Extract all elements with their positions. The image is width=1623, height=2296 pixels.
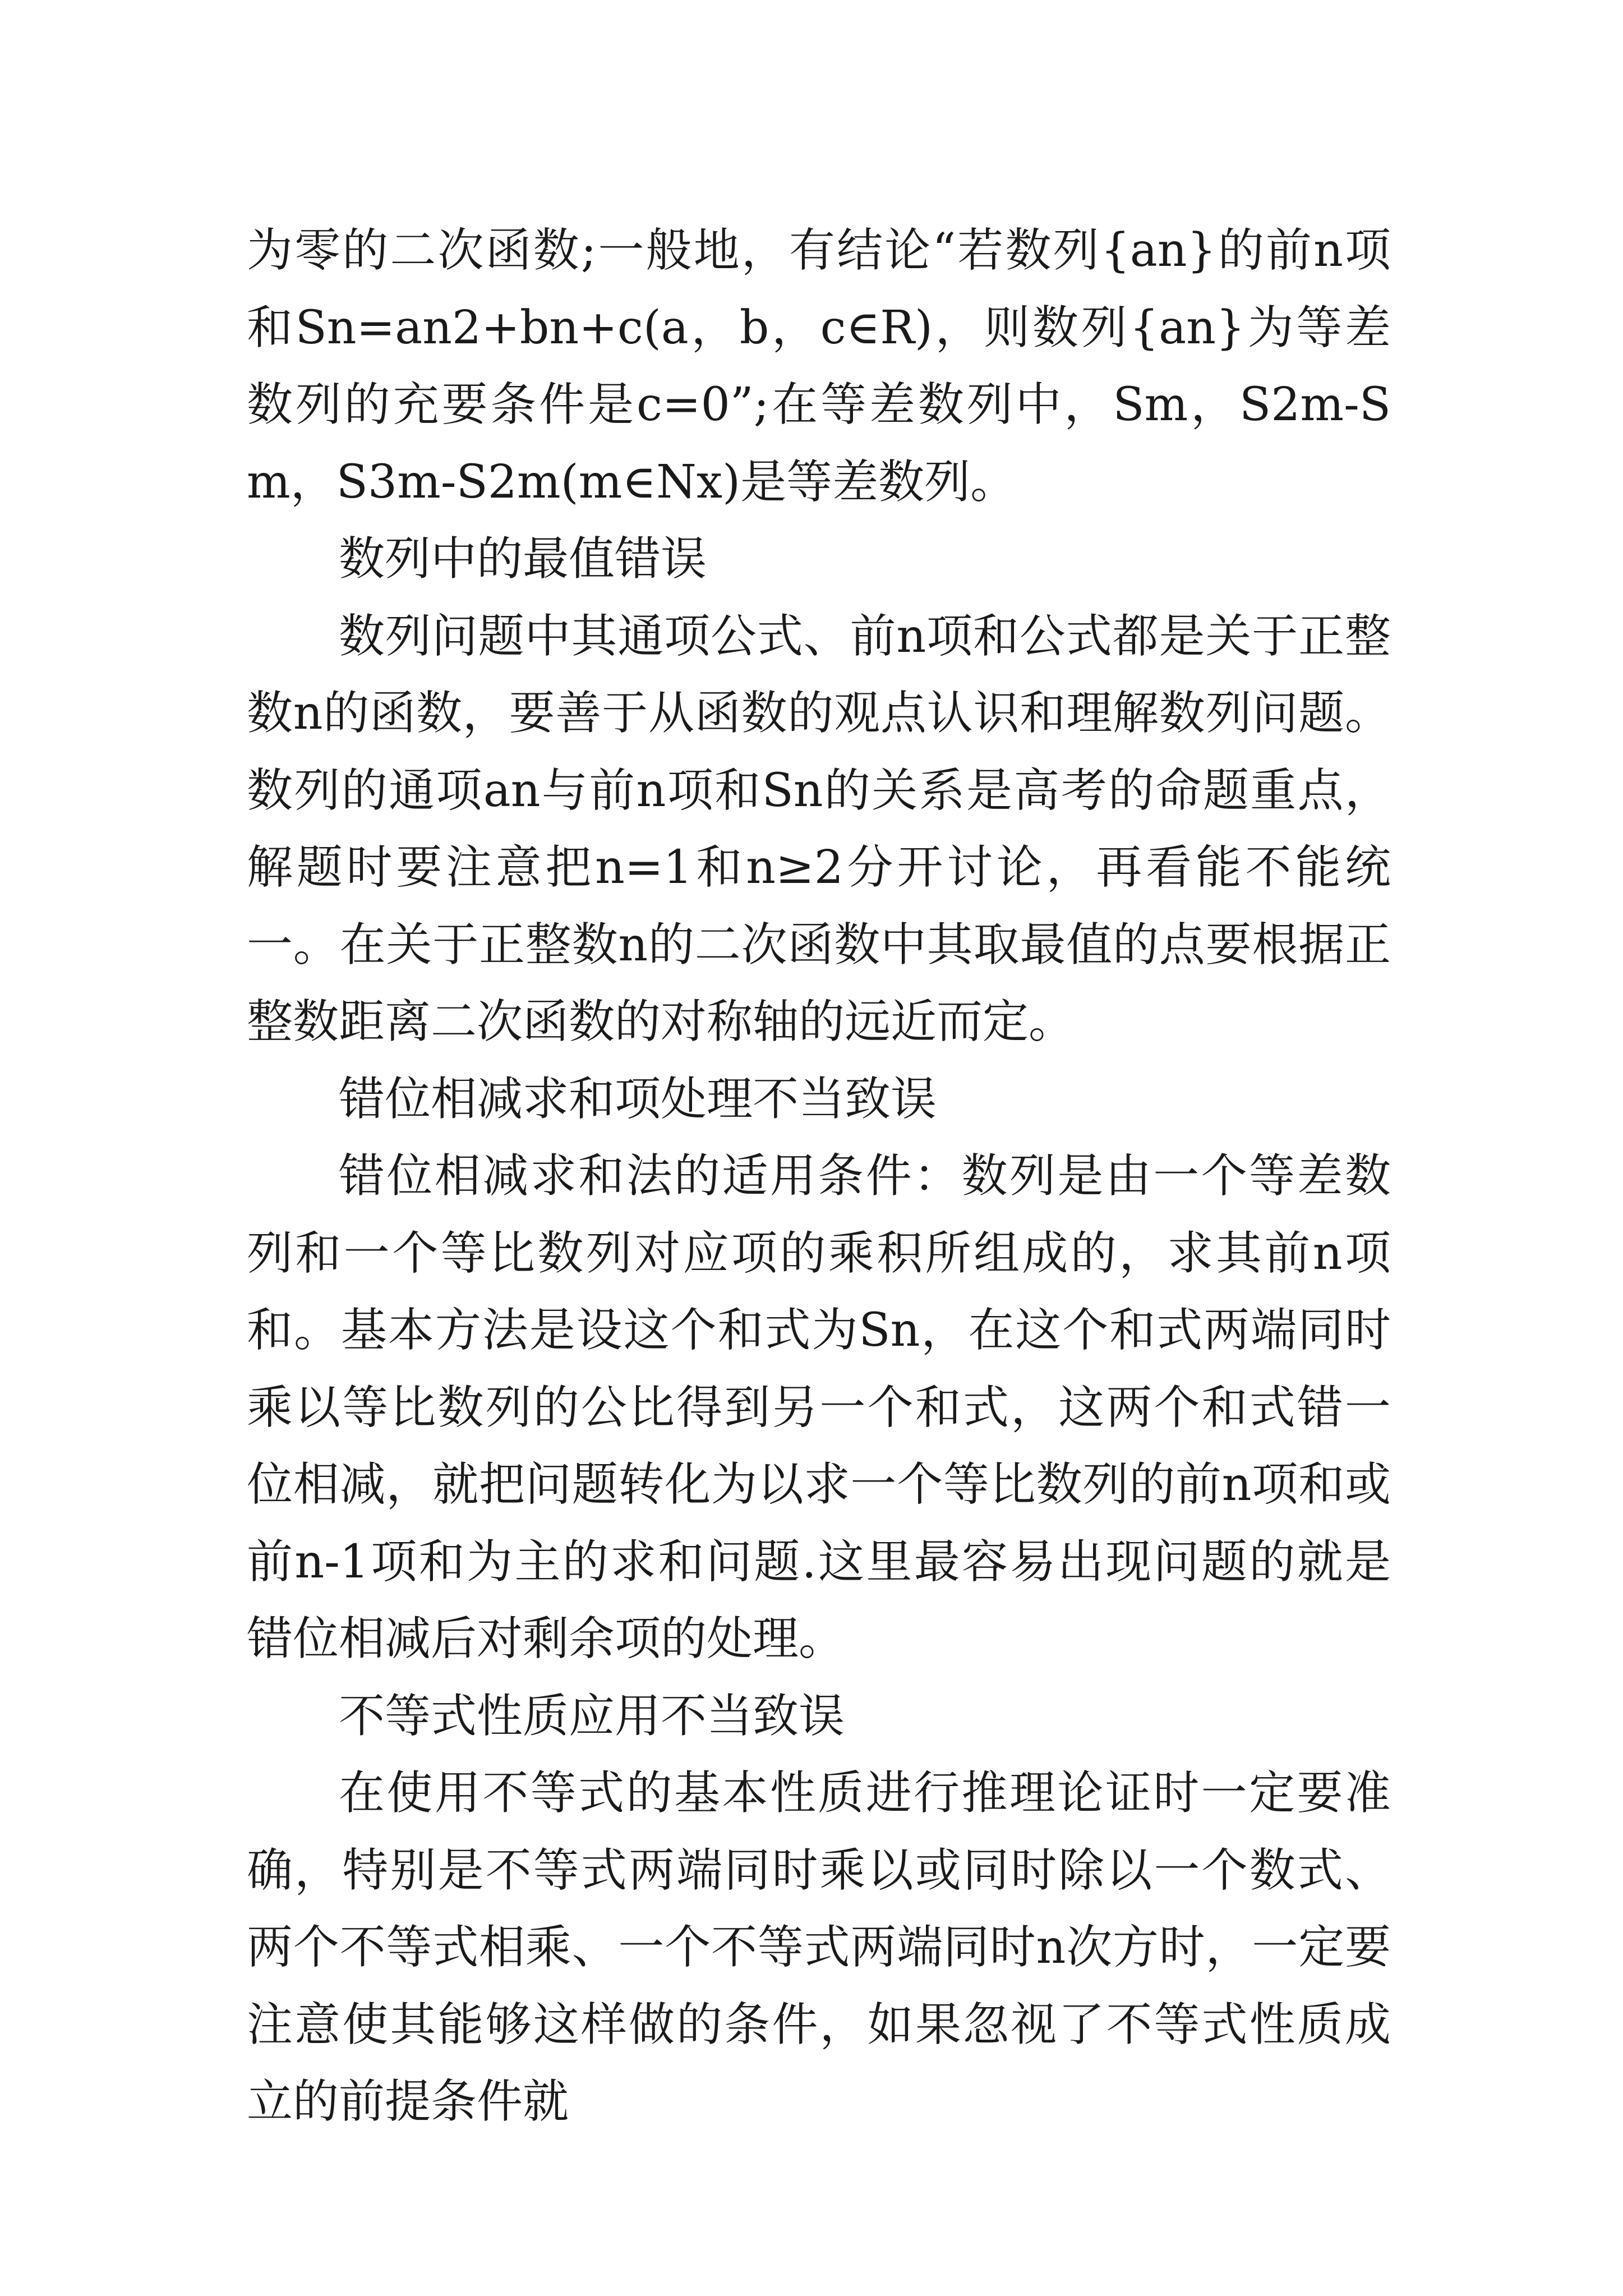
document-body [247, 212, 1391, 2141]
paragraph-inequality-property-errors: 在使用不等式的基本性质进行推理论证时一定要准确，特别是不等式两端同时乘以或同时除以一个数式、两个不等式相乘、一个不等式两端同时n次方时，一定要注意使其能够这样做的条件，如果忽视了不等式性质成立的前提条件就 [247, 1766, 1391, 2128]
section-heading-inequality-property-errors: 不等式性质应用不当致误 [339, 1689, 845, 1743]
paragraph-intro: 为零的二次函数;一般地，有结论“若数列{an}的前n项和Sn=an2+bn+c(a，b，c∈R)，则数列{an}为等差数列的充要条件是c=0”;在等差数列中，Sm，S2m-Sm，S3m-S2m(m∈Nx)是等差数列。 [247, 224, 1391, 509]
section-heading-extreme-value-errors: 数列中的最值错误 [339, 532, 707, 586]
section-heading-offset-subtraction-errors: 错位相减求和项处理不当致误 [339, 1072, 937, 1126]
paragraph-offset-subtraction-errors: 错位相减求和法的适用条件：数列是由一个等差数列和一个等比数列对应项的乘积所组成的，求其前n项和。基本方法是设这个和式为Sn，在这个和式两端同时乘以等比数列的公比得到另一个和式，这两个和式错一位相减，就把问题转化为以求一个等比数列的前n项和或前n-1项和为主的求和问题.这里最容易出现问题的就是错位相减后对剩余项的处理。 [247, 1149, 1391, 1665]
paragraph-extreme-value-errors: 数列问题中其通项公式、前n项和公式都是关于正整数n的函数，要善于从函数的观点认识和理解数列问题。数列的通项an与前n项和Sn的关系是高考的命题重点，解题时要注意把n=1和n≥2分开讨论，再看能不能统一。在关于正整数n的二次函数中其取最值的点要根据正整数距离二次函数的对称轴的远近而定。 [247, 609, 1391, 1048]
